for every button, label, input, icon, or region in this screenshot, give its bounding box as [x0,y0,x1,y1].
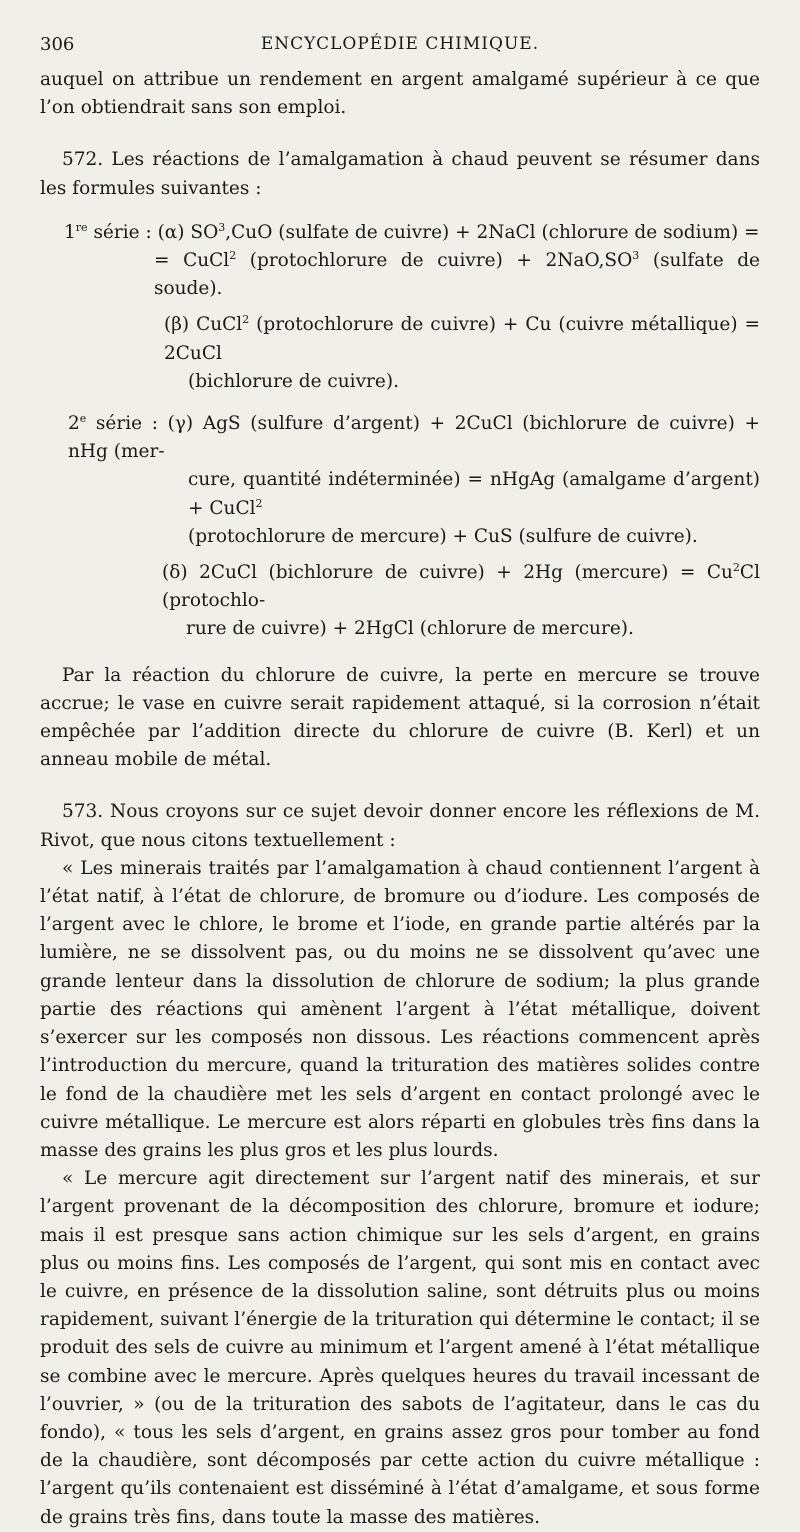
formula-beta-line1: (β) CuCl$^2$ (protochlorure de cuivre) + Cu (cuivre métallique) = 2CuCl [164,313,760,364]
formula-alpha-line1: 1re série : (α) $SO^3,CuO$ (sulfate de cuivre) + 2NaCl (chlorure de sodium) = [64,220,760,243]
quote-paragraph-2: « Le mercure agit directement sur l’argent natif des minerais, et sur l’argent provenant de la décomposition des chlorure, bromure et iodure; mais il est presque sans action chimique sur les sels d’argent, en grains plus ou moins fins. Les composés de l’argent, qui sont mis en contact avec le cuivre, en présence de la dissolution saline, sont détruits plus ou moins rapidement, suivant l’énergie de la trituration qui détermine le contact; il se produit des sels de cuivre au minimum et l’argent amené à l’état métallique se combine avec le mercure. Après quelques heures du travail incessant de l’ouvrier, » (ou de la trituration des sabots de l’agitateur, dans le cas du fondo), « tous les sels d’argent, en grains assez gros pour tomber au fond de la chaudière, sont décomposés par cette action du cuivre métallique : l’argent qu’ils contenaient est disséminé à l’état d’amalgame, et sous forme de grains très fins, dans toute la masse des matières. [40,1168,760,1528]
body-text [40,66,760,1532]
carryover-paragraph: auquel on attribue un rendement en argent amalgamé supérieur à ce que l’on obtiendrait sans son emploi. [40,69,760,119]
formula-gamma-line3: (protochlorure de mercure) + CuS (sulfure de cuivre). [188,525,698,547]
formula-gamma-line1: 2e série : (γ) AgS (sulfure d’argent) + 2CuCl (bichlorure de cuivre) + nHg (mer- [68,411,760,463]
paragraph-572: 572. Les réactions de l’amalgamation à chaud peuvent se résumer dans les formules suivantes : [40,149,760,199]
page-header [40,34,760,58]
paragraph-573: 573. Nous croyons sur ce sujet devoir donner encore les réflexions de M. Rivot, que nous citons textuellement : [40,801,760,851]
quote-paragraph-1: « Les minerais traités par l’amalgamation à chaud contiennent l’argent à l’état natif, à l’état de chlorure, de bromure ou d’iodure. Les composés de l’argent avec le chlore, le brome et l’iode, en grande partie altérés par la lumière, ne se dissolvent pas, ou du moins ne se dissolvent qu’avec une grande lenteur dans la dissolution de chlorure de sodium; la plus grande partie des réactions qui amènent l’argent à l’état métallique, doivent s’exercer sur les composés non dissous. Les réactions commencent après l’introduction du mercure, quand la trituration des matières solides contre le fond de la chaudière met les sels d’argent en contact prolongé avec le cuivre métallique. Le mercure est alors réparti en globules très fins dans la masse des grains les plus gros et les plus lourds. [40,857,760,1161]
formula-delta-line2: rure de cuivre) + 2HgCl (chlorure de mercure). [186,618,634,640]
formula-delta-line1: (δ) 2CuCl (bichlorure de cuivre) + 2Hg (mercure) = $Cu^2Cl$ (protochlo- [162,560,760,612]
paragraph-reaction: Par la réaction du chlorure de cuivre, la perte en mercure se trouve accrue; le vase en cuivre serait rapidement attaqué, si la corrosion n’était empêchée par l’addition directe du chlorure de cuivre (B. Kerl) et un anneau mobile de métal. [40,664,760,771]
formula-gamma-line2: cure, quantité indéterminée) = nHgAg (amalgame d’argent) + CuCl$^2$ [188,469,760,519]
page-number: 306 [40,34,75,55]
formula-alpha-line2: = CuCl$^2$ (protochlorure de cuivre) + $2NaO,SO^3$ (sulfate de soude). [154,248,761,300]
formula-beta-line2: (bichlorure de cuivre). [188,370,399,392]
running-title: ENCYCLOPÉDIE CHIMIQUE. [260,34,540,54]
